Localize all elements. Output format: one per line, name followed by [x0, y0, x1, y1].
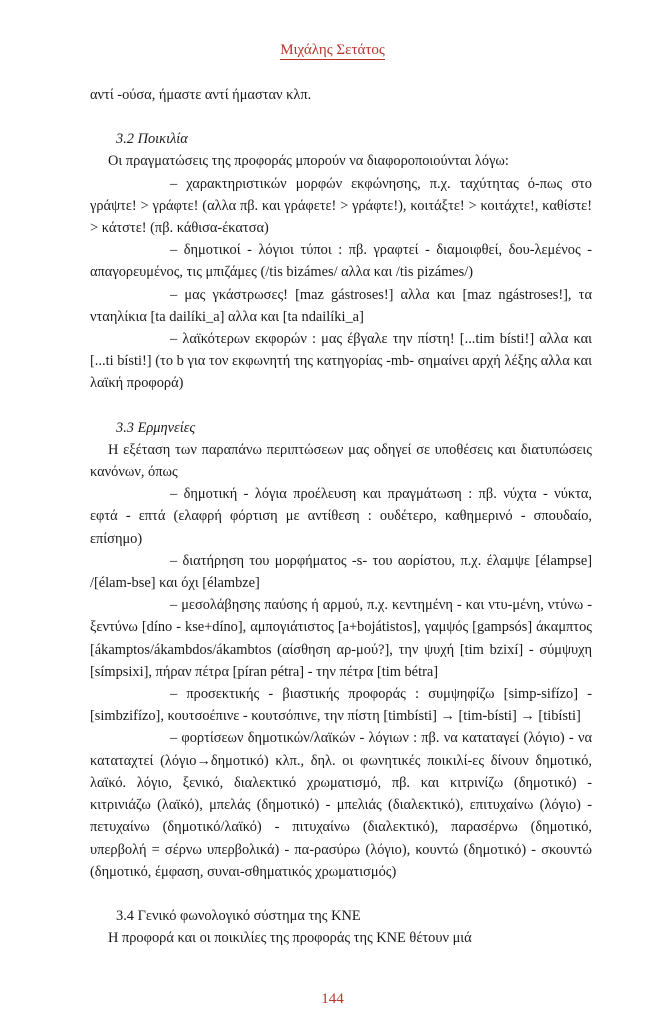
page-number: 144	[321, 991, 344, 1007]
continuation-line: αντί -ούσα, ήμαστε αντί ήμασταν κλπ.	[90, 87, 312, 103]
list-item-learned-forms: – δημοτικοί - λόγιοι τύποι : πβ. γραφτεί - διαμοιφθεί, δου-λεμένος - απαγορευμένος, τις μπιζάμες (/tis bizámes/ αλλα και /tis pizámes/)	[90, 242, 592, 281]
paragraph-intro-interpretations: Η εξέταση των παραπάνω περιπτώσεων μας οδηγεί σε υποθέσεις και διατυπώσεις κανόνων, όπως	[90, 441, 592, 481]
running-title: Μιχάλης Σετάτος	[280, 42, 385, 58]
list-item-aorist-morpheme: – διατήρηση του μορφήματος -s- του αορίστου, π.χ. έλαμψε [élampse] /[élam-bse] και όχι [élambze]	[90, 552, 592, 592]
list-item-register: – φορτίσεων δημοτικών/λαϊκών - λόγιων : πβ. να καταταγεί (λόγιο) - να καταταχτεί (λόγιο→δημοτικό) κλπ., δηλ. οι φωνητικές ποικιλί-ες δίνουν δημοτικό, λαϊκό. λόγιο, ξενικό, διαλεκτικό χρωματισμό, πβ. και κιτρινίζω (δημοτικό) - κιτρινιάζω (λαϊκό), μπελάς (δημοτικό) - μπελιάς (διαλεκτικό), επιτυχαίνω (λόγιο) - πετυχαίνω (δημοτικό/λαϊκό) - πιτυχαίνω (διαλεκτικό), παρασέρνω (δημοτικό, υπερβολή = σέρνω υπερβολικά) - πα-ρασύρω (λόγιο), κουντώ (δημοτικό) - σκουντώ (δημοτικό, έμφαση, συναι-σθηματικός χρωματισμός)	[90, 730, 592, 880]
running-header	[0, 42, 665, 59]
section-heading-3-3: 3.3 Ερμηνείες	[116, 419, 196, 436]
section-heading-3-4: 3.4 Γενικό φωνολογικό σύστημα της ΚΝΕ	[116, 907, 361, 924]
section-heading-3-2: 3.2 Ποικιλία	[116, 131, 188, 148]
page-body	[90, 84, 592, 949]
list-item-expression-forms: – χαρακτηριστικών μορφών εκφώνησης, π.χ. ταχύτητας ό-πως στο γράψτε! > γράφτε! (αλλα πβ. και γράφετε! > γράφτε!), κοιτάξτε! > κοιτάχτε!, καθίστε! > κάτστε! (πβ. κάθισα-έκατσα)	[90, 175, 592, 237]
list-item-careful-speech: – προσεκτικής - βιαστικής προφοράς : συμψηφίζω [simp-sifízo] - [simbzifízo], κουτσοέπινε - κουτσόπινε, την πίστη [timbísti] → [tim-bísti] → [tibísti]	[90, 686, 592, 725]
list-item-origin: – δημοτική - λόγια προέλευση και πραγμάτωση : πβ. νύχτα - νύκτα, εφτά - επτά (ελαφρή φόρτιση με αντίθεση : ουδέτερο, καθημερινό - σπουδαίο, επίσημο)	[90, 486, 592, 547]
list-item-popular-speech: – λαϊκότερων εκφορών : μας έβγαλε την πίστη! [...tim bísti!] αλλα και [...ti bísti!] (το b για τον εκφωνητή της κατηγορίας -mb- σημαίνει αρχή λέξης αλλα και λαϊκή προφορά)	[90, 331, 592, 392]
list-item-prenasal: – μας γκάστρωσες! [maz gástroses!] αλλα και [maz ngástroses!], τα νταηλίκια [ta dailíki_a] αλλα και [ta ndailíki_a]	[90, 286, 592, 325]
list-item-pause-juncture: – μεσολάβησης παύσης ή αρμού, π.χ. κεντημένη - και ντυ-μένη, ντύνω - ξεντύνω [díno - kse+díno], αμπογιάτιστος [a+bojátistos], γαμψός [gampsós] άκαμπτος [ákamptos/ákambdos/ákambtos (αίσθηση αρ-μού?], την ψυχή [tim bzixí] - σύμψυχη [símpsixi], πήραν πέτρα [píran pétra] - την πέτρα [tim bétra]	[90, 597, 592, 680]
paragraph-phonology: Η προφορά και οι ποικιλίες της προφοράς της ΚΝΕ θέτουν μιά	[108, 930, 472, 947]
paragraph-intro-variation: Οι πραγματώσεις της προφοράς μπορούν να διαφοροποιούνται λόγω:	[108, 153, 509, 170]
